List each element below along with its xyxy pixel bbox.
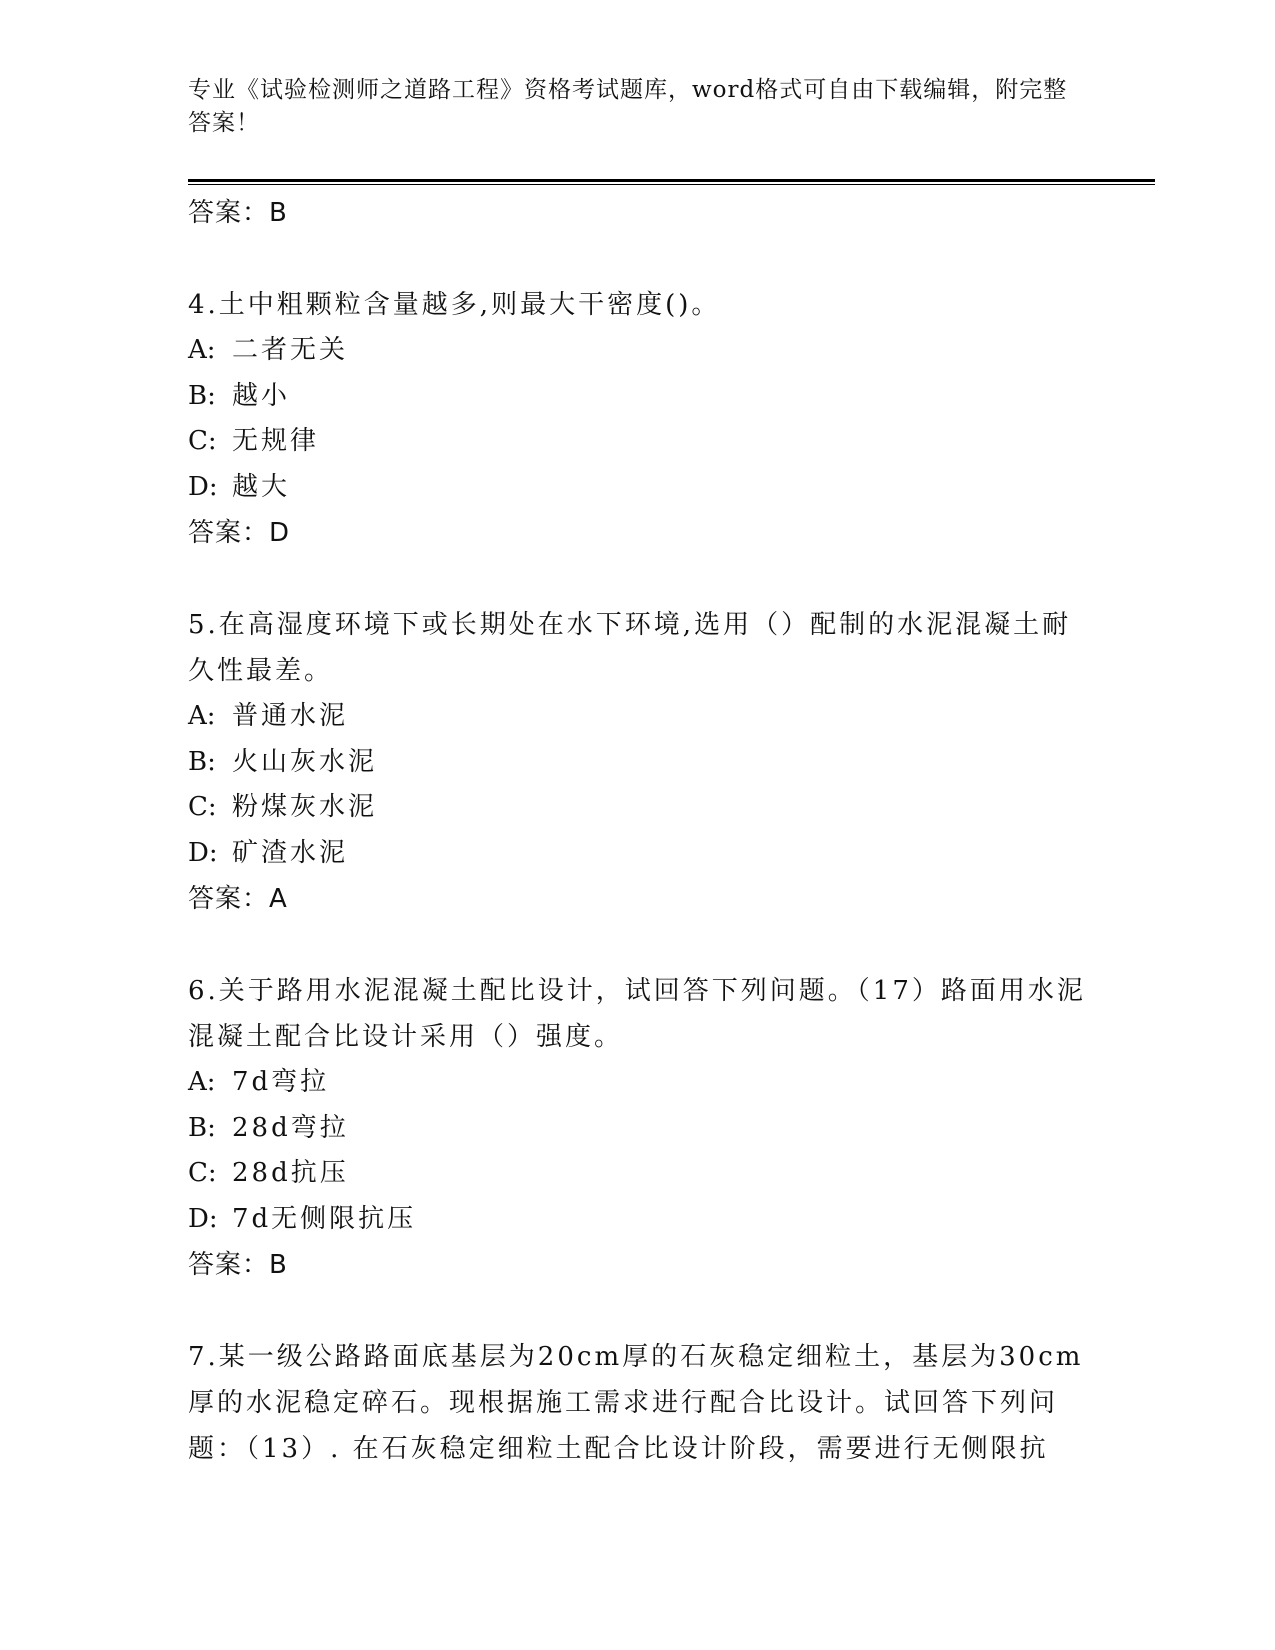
question-text: 5.在高湿度环境下或长期处在水下环境,选用（）配制的水泥混凝土耐久性最差。 xyxy=(188,610,1072,686)
spacer xyxy=(188,236,1088,282)
option-text: 28d抗压 xyxy=(232,1158,349,1188)
option-text: 二者无关 xyxy=(232,335,349,365)
option-text: 7d弯拉 xyxy=(232,1067,330,1097)
option-text: 火山灰水泥 xyxy=(232,746,378,777)
question-text: 7.某一级公路路面底基层为20cm厚的石灰稳定细粒土，基层为30cm厚的水泥稳定碎石。现根据施工需求进行配合比设计。试回答下列问题：（13）. 在石灰稳定细粒土配合比设计阶段，需要进行无侧限抗 xyxy=(188,1342,1084,1464)
option-letter: B: xyxy=(188,380,216,411)
answer-line xyxy=(188,190,1088,236)
option-text: 粉煤灰水泥 xyxy=(232,792,378,822)
option-text: 普通水泥 xyxy=(232,701,349,731)
answer-label: 答案： xyxy=(188,518,270,548)
option-line xyxy=(188,465,1088,511)
option-letter: D: xyxy=(188,1203,218,1234)
option-letter: C: xyxy=(188,1158,217,1188)
option-line xyxy=(188,831,1088,877)
option-text: 7d无侧限抗压 xyxy=(232,1203,417,1234)
option-letter: B: xyxy=(188,1112,216,1143)
header-divider-thick xyxy=(188,179,1155,182)
option-line xyxy=(188,785,1088,831)
question-text: 6.关于路用水泥混凝土配比设计，试回答下列问题。（17）路面用水泥混凝土配合比设计采用（）强度。 xyxy=(188,976,1086,1052)
option-line xyxy=(188,419,1088,465)
option-letter: C: xyxy=(188,792,217,822)
option-text: 越小 xyxy=(232,380,291,411)
header-divider-thin xyxy=(188,184,1155,185)
option-line xyxy=(188,1151,1088,1197)
option-letter: A: xyxy=(188,1067,216,1097)
answer-value: A xyxy=(269,884,288,914)
answer-label: 答案： xyxy=(188,884,270,914)
option-line xyxy=(188,1106,1088,1152)
answer-value: D xyxy=(269,518,291,548)
answer-line xyxy=(188,876,1088,922)
document-header: 专业《试验检测师之道路工程》资格考试题库，word格式可自由下载编辑，附完整答案！ xyxy=(188,77,1068,136)
option-letter: D: xyxy=(188,471,218,502)
spacer xyxy=(188,1288,1088,1334)
option-line xyxy=(188,1197,1088,1243)
spacer xyxy=(188,922,1088,968)
option-text: 无规律 xyxy=(232,426,320,456)
answer-label: 答案： xyxy=(188,1250,270,1280)
answer-value: B xyxy=(269,1250,288,1280)
option-line xyxy=(188,740,1088,786)
option-line xyxy=(188,1060,1088,1106)
answer-value: B xyxy=(269,198,288,228)
option-text: 矿渣水泥 xyxy=(232,837,349,868)
option-line xyxy=(188,694,1088,740)
option-text: 越大 xyxy=(232,471,291,502)
answer-line xyxy=(188,510,1088,556)
answer-label: 答案： xyxy=(188,198,270,228)
question-list xyxy=(188,190,1088,1472)
question-text: 4.土中粗颗粒含量越多,则最大干密度()。 xyxy=(188,290,721,320)
spacer xyxy=(188,556,1088,602)
answer-line xyxy=(188,1242,1088,1288)
option-letter: C: xyxy=(188,426,217,456)
option-line xyxy=(188,374,1088,420)
option-text: 28d弯拉 xyxy=(232,1112,349,1143)
option-line xyxy=(188,328,1088,374)
option-letter: A: xyxy=(188,335,216,365)
option-letter: D: xyxy=(188,837,218,868)
option-letter: A: xyxy=(188,701,216,731)
option-letter: B: xyxy=(188,746,216,777)
